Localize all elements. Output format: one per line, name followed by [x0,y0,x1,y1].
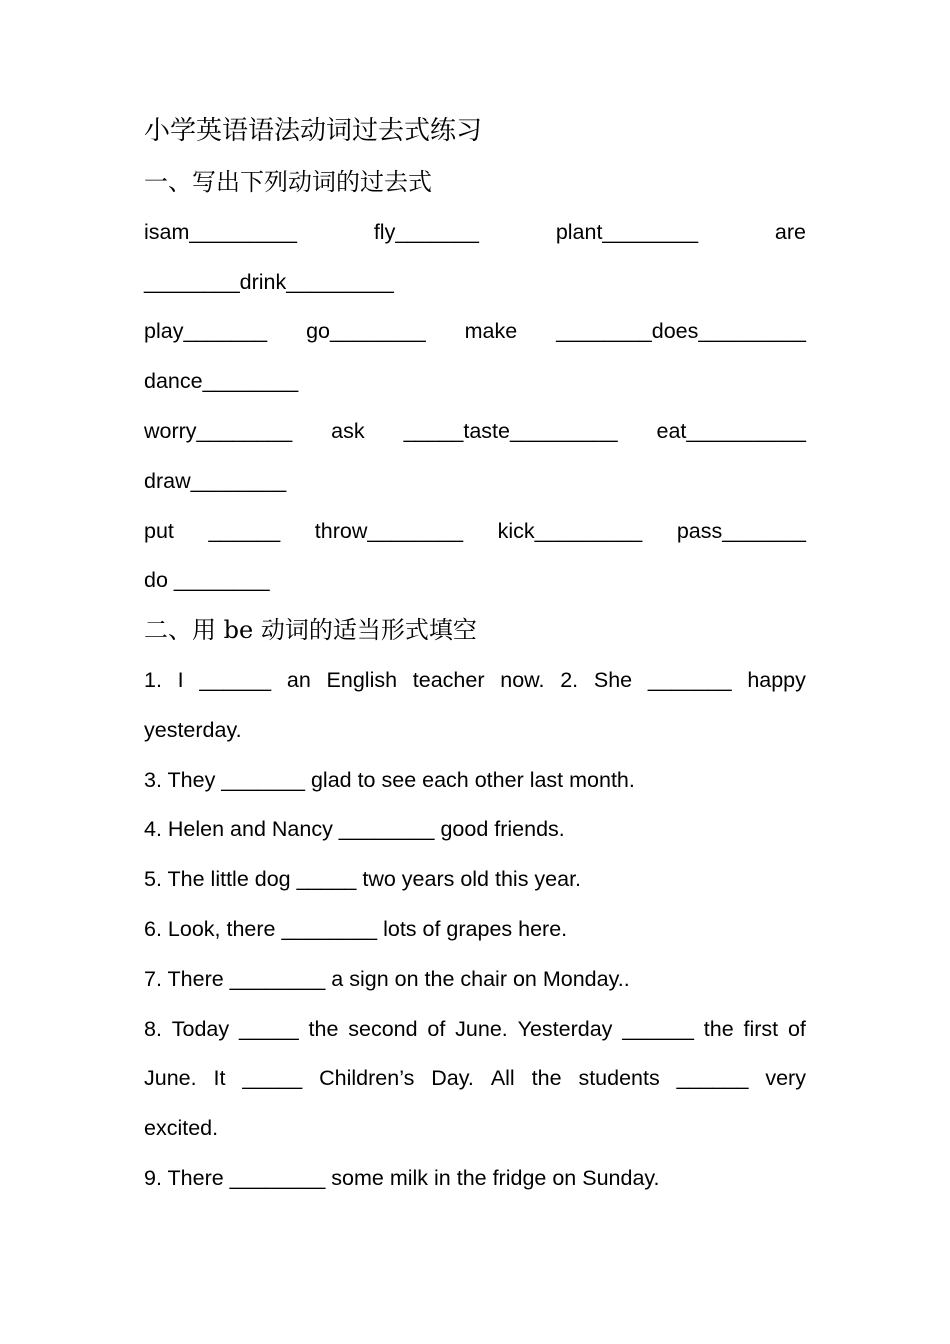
sentence-line-text: of [427,1016,446,1041]
sentence-line-text: June. [144,1066,197,1091]
sentence-line-text: Today [171,1016,230,1041]
sentence-line-text: the [308,1016,339,1041]
sentence-line [144,706,806,756]
sentence-line-text: June. [455,1016,508,1041]
sentence-line-text: ______ [199,667,272,692]
sentence-line [144,1104,806,1154]
sentence-line-text: the [531,1066,562,1091]
sentence-line-text: of [787,1016,806,1041]
verb-row-text: go________ [306,319,426,344]
sentence-line [144,1154,806,1204]
verb-row [144,407,806,457]
sentence-line-text: 3. They _______ glad to see each other last month. [144,767,635,792]
sentence-line-text: the [703,1016,734,1041]
verb-row-text: play_______ [144,319,268,344]
sentence-line [144,955,806,1005]
verb-row-text: worry________ [144,418,293,443]
verb-row-text: eat__________ [656,418,806,443]
sentence-line [144,1005,806,1055]
verb-row [144,258,806,308]
sentence-line-text: teacher [412,667,485,692]
sentence-line-text: 7. There ________ a sign on the chair on Monday.. [144,966,630,991]
sentence-line-text: ______ [622,1016,694,1041]
sentence-line-text: English [326,667,398,692]
section-2-sentence-list [144,656,806,1204]
section-1-heading: 一、写出下列动词的过去式 [144,168,432,196]
sentence-line [144,905,806,955]
verb-row-text: fly_______ [373,219,480,244]
verb-row [144,507,806,557]
sentence-line-text: 8. [144,1016,162,1041]
sentence-line-text: _____ [242,1066,303,1091]
sentence-line-text: 4. Helen and Nancy ________ good friends. [144,817,565,842]
verb-row [144,457,806,507]
sentence-line-text: 1. [144,667,162,692]
sentence-line [144,656,806,706]
sentence-line-text: yesterday. [144,717,242,742]
verb-row-text: ________drink_________ [144,269,394,294]
verb-row-text: isam_________ [144,219,298,244]
verb-row-text: throw________ [314,518,464,543]
sentence-line-text: _____ [238,1016,299,1041]
section-2-heading: 二、用 be 动词的适当形式填空 [144,616,477,645]
verb-row-text: put [144,518,174,543]
verb-row-text: _____taste_________ [403,418,618,443]
sentence-line-text: first [743,1016,779,1041]
verb-row-text: plant________ [555,219,699,244]
sentence-line-text: Children’s [319,1066,415,1091]
sentence-line-text: I [177,667,184,692]
verb-row-text: ______ [208,518,281,543]
sentence-line-text: _______ [647,667,732,692]
sentence-line-text: students [578,1066,660,1091]
sentence-line-text: second [348,1016,418,1041]
sentence-line [144,1054,806,1104]
sentence-line-text: She [593,667,633,692]
verb-row [144,357,806,407]
verb-row-text: are [774,219,806,244]
sentence-line-text: 9. There ________ some milk in the fridge on Sunday. [144,1165,660,1190]
verb-row-text: kick_________ [497,518,643,543]
worksheet-content [144,104,806,1204]
verb-row-text: dance________ [144,369,299,394]
sentence-line-text: It [213,1066,226,1091]
verb-row [144,208,806,258]
sentence-line-text: 5. The little dog _____ two years old this year. [144,867,582,892]
sentence-line-text: very [765,1066,806,1091]
sentence-line-text: excited. [144,1116,219,1141]
sentence-line-text: Day. [431,1066,474,1091]
sentence-line-text: an [286,667,311,692]
verb-row [144,307,806,357]
verb-row-text: do ________ [144,568,270,593]
verb-row [144,556,806,606]
worksheet-title: 小学英语语法动词过去式练习 [144,116,483,146]
sentence-line-text: 2. [560,667,579,692]
verb-row-text: make [464,319,518,344]
section-1-verb-list [144,208,806,606]
sentence-line-text: 6. Look, there ________ lots of grapes here. [144,916,568,941]
verb-row-text: ________does_________ [556,319,806,344]
sentence-line-text: Yesterday [517,1016,613,1041]
sentence-line-text: now. [500,667,545,692]
sentence-line-text: All [490,1066,515,1091]
sentence-line [144,756,806,806]
sentence-line-text: ______ [676,1066,749,1091]
sentence-line-text: happy [747,667,806,692]
verb-row-text: ask [331,418,365,443]
verb-row-text: pass_______ [676,518,806,543]
verb-row-text: draw________ [144,468,287,493]
sentence-line [144,805,806,855]
sentence-line [144,855,806,905]
